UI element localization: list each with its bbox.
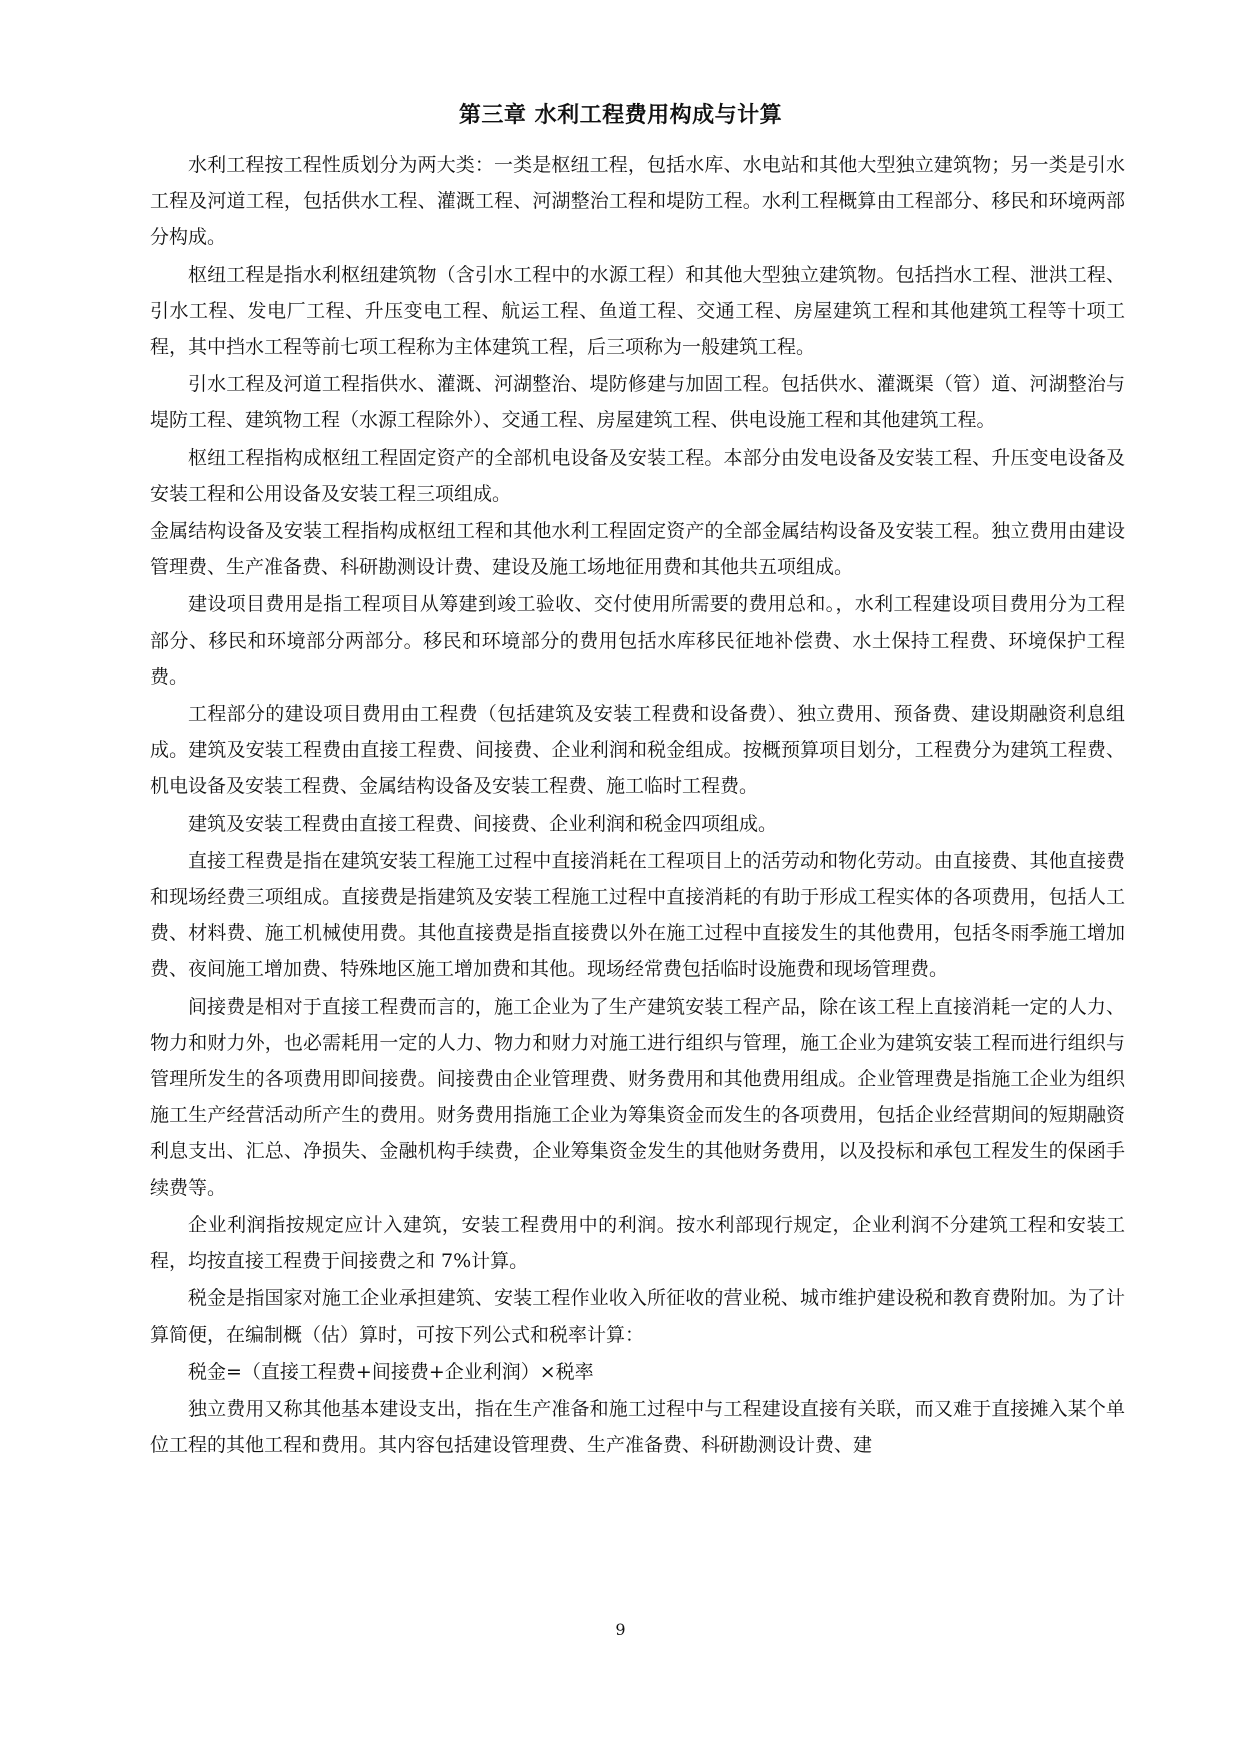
paragraph: 引水工程及河道工程指供水、灌溉、河湖整治、堤防修建与加固工程。包括供水、灌溉渠（管）道、河湖整治与堤防工程、建筑物工程（水源工程除外）、交通工程、房屋建筑工程、供电设施工程和其他建筑工程。 — [150, 373, 1125, 432]
paragraph: 枢纽工程是指水利枢纽建筑物（含引水工程中的水源工程）和其他大型独立建筑物。包括挡水工程、泄洪工程、引水工程、发电厂工程、升压变电工程、航运工程、鱼道工程、交通工程、房屋建筑工程和其他建筑工程等十项工程，其中挡水工程等前七项工程称为主体建筑工程，后三项称为一般建筑工程。 — [150, 263, 1125, 359]
paragraph: 建筑及安装工程费由直接工程费、间接费、企业利润和税金四项组成。 — [188, 812, 778, 835]
paragraph: 企业利润指按规定应计入建筑，安装工程费用中的利润。按水利部现行规定，企业利润不分建筑工程和安装工程，均按直接工程费于间接费之和 7%计算。 — [150, 1213, 1125, 1273]
paragraph: 金属结构设备及安装工程指构成枢纽工程和其他水利工程固定资产的全部金属结构设备及安装工程。独立费用由建设管理费、生产准备费、科研勘测设计费、建设及施工场地征用费和其他共五项组成。 — [150, 520, 1125, 579]
paragraph: 间接费是相对于直接工程费而言的，施工企业为了生产建筑安装工程产品，除在该工程上直接消耗一定的人力、物力和财力外，也必需耗用一定的人力、物力和财力对施工进行组织与管理，施工企业为建筑安装工程而进行组织与管理所发生的各项费用即间接费。间接费由企业管理费、财务费用和其他费用组成。企业管理费是指施工企业为组织施工生产经营活动所产生的费用。财务费用指施工企业为筹集资金而发生的各项费用，包括企业经营期间的短期融资利息支出、汇总、净损失、金融机构手续费，企业筹集资金发生的其他财务费用，以及投标和承包工程发生的保函手续费等。 — [150, 995, 1125, 1199]
paragraph: 直接工程费是指在建筑安装工程施工过程中直接消耗在工程项目上的活劳动和物化劳动。由直接费、其他直接费和现场经费三项组成。直接费是指建筑及安装工程施工过程中直接消耗的有助于形成工程实体的各项费用，包括人工费、材料费、施工机械使用费。其他直接费是指直接费以外在施工过程中直接发生的其他费用，包括冬雨季施工增加费、夜间施工增加费、特殊地区施工增加费和其他。现场经常费包括临时设施费和现场管理费。 — [150, 849, 1125, 981]
paragraph: 建设项目费用是指工程项目从筹建到竣工验收、交付使用所需要的费用总和。，水利工程建设项目费用分为工程部分、移民和环境部分两部分。移民和环境部分的费用包括水库移民征地补偿费、水土保持工程费、环境保护工程费。 — [150, 593, 1125, 688]
paragraph: 税金是指国家对施工企业承担建筑、安装工程作业收入所征收的营业税、城市维护建设税和教育费附加。为了计算简便，在编制概（估）算时，可按下列公式和税率计算： — [150, 1287, 1125, 1346]
chapter-title: 第三章 水利工程费用构成与计算 — [458, 102, 783, 128]
paragraph: 水利工程按工程性质划分为两大类：一类是枢纽工程，包括水库、水电站和其他大型独立建筑物；另一类是引水工程及河道工程，包括供水工程、灌溉工程、河湖整治工程和堤防工程。水利工程概算由工程部分、移民和环境两部分构成。 — [150, 154, 1125, 249]
document-body — [150, 147, 1125, 1464]
paragraph: 工程部分的建设项目费用由工程费（包括建筑及安装工程费和设备费）、独立费用、预备费、建设期融资利息组成。建筑及安装工程费由直接工程费、间接费、企业利润和税金组成。按概预算项目划分，工程费分为建筑工程费、机电设备及安装工程费、金属结构设备及安装工程费、施工临时工程费。 — [150, 703, 1125, 798]
tax-formula: 税金=（直接工程费+间接费+企业利润）×税率 — [188, 1360, 594, 1383]
page-number: 9 — [615, 1620, 626, 1639]
paragraph: 枢纽工程指构成枢纽工程固定资产的全部机电设备及安装工程。本部分由发电设备及安装工程、升压变电设备及安装工程和公用设备及安装工程三项组成。 — [150, 446, 1125, 505]
paragraph: 独立费用又称其他基本建设支出，指在生产准备和施工过程中与工程建设直接有关联，而又难于直接摊入某个单位工程的其他工程和费用。其内容包括建设管理费、生产准备费、科研勘测设计费、建 — [150, 1397, 1125, 1457]
